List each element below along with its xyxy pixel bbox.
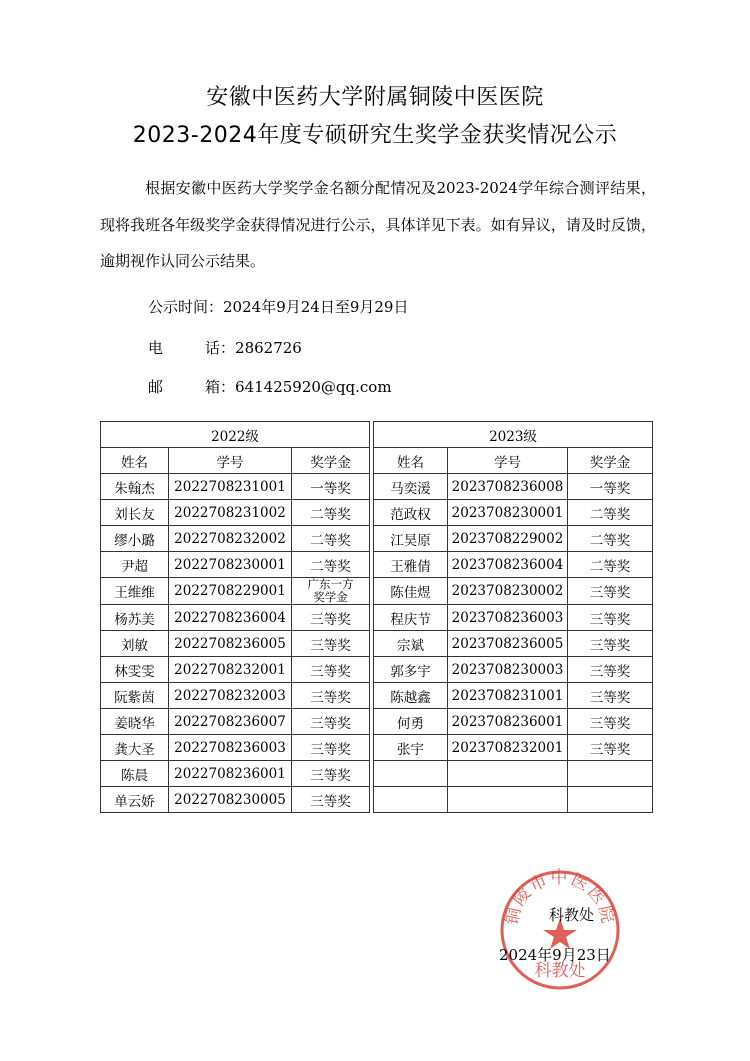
cell-name: 林雯雯 [101, 657, 169, 683]
cell-award: 三等奖 [292, 761, 370, 787]
cell-award: 三等奖 [568, 631, 653, 657]
cell-name: 程庆节 [374, 605, 448, 631]
cell-name: 江昊原 [374, 526, 448, 552]
cell-id [448, 787, 568, 813]
cell-name: 缪小璐 [101, 526, 169, 552]
cell-id: 2022708230001 [169, 552, 292, 578]
cell-id: 2023708236005 [448, 631, 568, 657]
cell-name: 王雅倩 [374, 552, 448, 578]
phone-label-a: 电 [148, 339, 164, 357]
phone-line [148, 337, 302, 358]
cell-id: 2023708230002 [448, 578, 568, 605]
cell-award: 三等奖 [568, 657, 653, 683]
col-award-2023: 奖学金 [568, 448, 653, 474]
cell-id: 2022708236001 [169, 761, 292, 787]
table-row [101, 500, 653, 526]
cell-name: 何勇 [374, 709, 448, 735]
cell-name: 杨苏美 [101, 605, 169, 631]
cell-award: 三等奖 [568, 735, 653, 761]
table-row [101, 735, 653, 761]
cell-id: 2023708230003 [448, 657, 568, 683]
cell-award: 三等奖 [292, 683, 370, 709]
table-row [101, 683, 653, 709]
cell-award: 三等奖 [292, 605, 370, 631]
table-row [101, 657, 653, 683]
notice-paragraph: 根据安徽中医药大学奖学金名额分配情况及2023-2024学年综合测评结果，现将我班各年级奖学金获得情况进行公示，具体详见下表。如有异议，请及时反馈，逾期视作认同公示结果。 [100, 179, 656, 270]
cell-id: 2022708236004 [169, 605, 292, 631]
page-title: 安徽中医药大学附属铜陵中医医院 [206, 85, 544, 110]
table-row [101, 552, 653, 578]
phone-label-b: 话： [205, 339, 236, 357]
cell-award: 一等奖 [292, 474, 370, 500]
cell-name: 姜晓华 [101, 709, 169, 735]
cell-award: 二等奖 [568, 526, 653, 552]
cell-award [568, 787, 653, 813]
cell-award: 二等奖 [292, 526, 370, 552]
table-row [101, 526, 653, 552]
cell-id: 2022708232003 [169, 683, 292, 709]
scholarship-table [100, 421, 653, 813]
table-row [101, 787, 653, 813]
cell-name: 陈越鑫 [374, 683, 448, 709]
cell-name: 尹超 [101, 552, 169, 578]
cell-id: 2022708232002 [169, 526, 292, 552]
cell-award: 二等奖 [292, 500, 370, 526]
stamp-sub-text: 科教处 [534, 961, 586, 981]
cell-name: 刘长友 [101, 500, 169, 526]
signature-date: 2024年9月23日 [499, 946, 611, 964]
cell-id: 2022708231002 [169, 500, 292, 526]
cell-id: 2022708236005 [169, 631, 292, 657]
table-row [101, 605, 653, 631]
cell-name: 范政权 [374, 500, 448, 526]
cell-name: 郭多宇 [374, 657, 448, 683]
cell-name: 阮紫茵 [101, 683, 169, 709]
cell-award: 二等奖 [292, 552, 370, 578]
cell-award: 二等奖 [568, 500, 653, 526]
page-subtitle: 2023-2024年度专硕研究生奖学金获奖情况公示 [132, 123, 618, 148]
group-2022-header: 2022级 [101, 422, 370, 448]
cell-id: 2023708236001 [448, 709, 568, 735]
cell-award: 三等奖 [568, 605, 653, 631]
cell-award: 三等奖 [292, 657, 370, 683]
cell-id: 2022708232001 [169, 657, 292, 683]
stamp-ring-text: 铜陵市中医医院 [502, 868, 618, 927]
cell-award: 一等奖 [568, 474, 653, 500]
email-value: 641425920@qq.com [235, 378, 392, 396]
cell-id: 2023708236008 [448, 474, 568, 500]
cell-id: 2022708236007 [169, 709, 292, 735]
cell-award: 三等奖 [292, 709, 370, 735]
cell-award: 三等奖 [568, 709, 653, 735]
table-row [101, 631, 653, 657]
cell-name: 陈晨 [101, 761, 169, 787]
cell-name: 马奕湲 [374, 474, 448, 500]
group-2023-header: 2023级 [374, 422, 653, 448]
cell-id: 2023708231001 [448, 683, 568, 709]
cell-name: 张宇 [374, 735, 448, 761]
cell-name [374, 761, 448, 787]
table-row [101, 709, 653, 735]
cell-name [374, 787, 448, 813]
cell-name: 宗斌 [374, 631, 448, 657]
cell-id: 2022708229001 [169, 578, 292, 605]
cell-id: 2023708236004 [448, 552, 568, 578]
table-row [101, 761, 653, 787]
cell-name: 朱翰杰 [101, 474, 169, 500]
email-line [148, 376, 392, 397]
official-stamp [498, 868, 622, 992]
cell-award: 二等奖 [568, 552, 653, 578]
cell-name: 刘敏 [101, 631, 169, 657]
phone-value: 2862726 [235, 339, 302, 357]
col-id-2022: 学号 [169, 448, 292, 474]
cell-award: 广东一方 奖学金 [292, 578, 370, 605]
cell-name: 王维维 [101, 578, 169, 605]
col-name-2022: 姓名 [101, 448, 169, 474]
cell-id: 2023708236003 [448, 605, 568, 631]
cell-award [568, 761, 653, 787]
cell-name: 龚大圣 [101, 735, 169, 761]
cell-id: 2023708230001 [448, 500, 568, 526]
signature-dept: 科教处 [549, 906, 595, 924]
cell-id: 2022708231001 [169, 474, 292, 500]
cell-id [448, 761, 568, 787]
cell-id: 2023708229002 [448, 526, 568, 552]
cell-award: 三等奖 [568, 578, 653, 605]
col-award-2022: 奖学金 [292, 448, 370, 474]
cell-id: 2023708232001 [448, 735, 568, 761]
period-line [148, 296, 408, 317]
table-row [101, 474, 653, 500]
cell-award: 三等奖 [292, 631, 370, 657]
cell-award: 三等奖 [292, 735, 370, 761]
col-id-2023: 学号 [448, 448, 568, 474]
period-label: 公示时间： [148, 298, 224, 316]
cell-name: 陈佳煜 [374, 578, 448, 605]
cell-id: 2022708236003 [169, 735, 292, 761]
col-name-2023: 姓名 [374, 448, 448, 474]
period-value: 2024年9月24日至9月29日 [223, 298, 409, 316]
cell-id: 2022708230005 [169, 787, 292, 813]
cell-name: 单云娇 [101, 787, 169, 813]
email-label-a: 邮 [148, 378, 164, 396]
cell-award: 三等奖 [292, 787, 370, 813]
table-row [101, 578, 653, 605]
email-label-b: 箱： [205, 378, 236, 396]
cell-award: 三等奖 [568, 683, 653, 709]
